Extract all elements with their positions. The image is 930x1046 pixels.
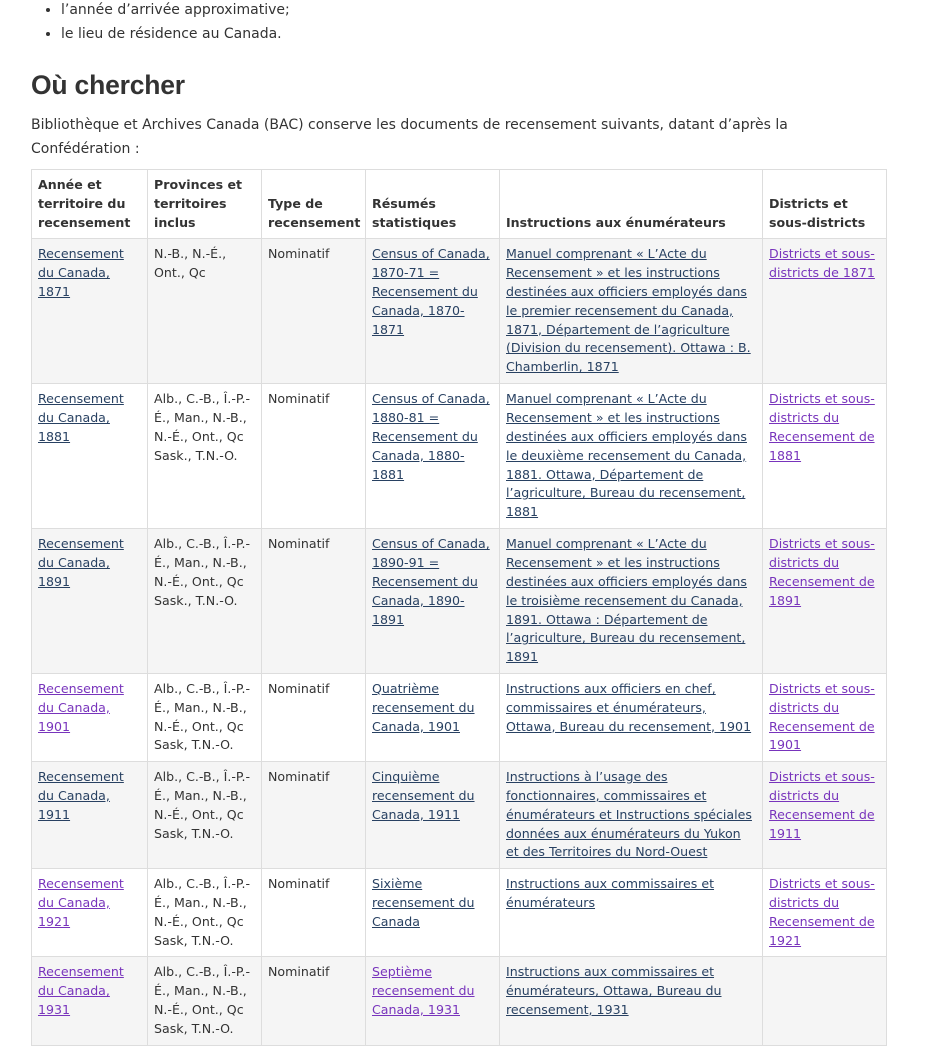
table-row bbox=[32, 529, 887, 674]
census-table bbox=[31, 169, 887, 1046]
census-link[interactable]: Recensement du Canada, 1891 bbox=[38, 536, 124, 589]
instructions-link[interactable]: Manuel comprenant « L’Acte du Recensement » et les instructions destinées aux officiers employés dans le deuxième recensement du Canada, 1881. Ottawa, Département de l’agriculture, Bureau du recensement, 1881 bbox=[506, 391, 747, 520]
type-cell: Nominatif bbox=[268, 964, 330, 980]
header-instructions: Instructions aux énumérateurs bbox=[500, 170, 763, 239]
districts-link[interactable]: Districts et sous-districts de 1871 bbox=[769, 246, 875, 281]
statistics-link[interactable]: Cinquième recensement du Canada, 1911 bbox=[372, 769, 475, 822]
census-link[interactable]: Recensement du Canada, 1901 bbox=[38, 680, 124, 734]
table-header-row bbox=[32, 170, 887, 239]
districts-link[interactable]: Districts et sous-districts du Recensement de 1891 bbox=[769, 536, 875, 608]
table-row bbox=[32, 957, 887, 1045]
statistics-link[interactable]: Quatrième recensement du Canada, 1901 bbox=[372, 680, 475, 734]
list-item: • l’année d’arrivée approximative; bbox=[61, 0, 290, 22]
districts-link[interactable]: Districts et sous-districts du Recensement de 1921 bbox=[769, 876, 875, 948]
statistics-link[interactable]: Census of Canada, 1870-71 = Recensement du Canada, 1870-1871 bbox=[372, 246, 490, 337]
type-cell: Nominatif bbox=[268, 391, 330, 407]
instructions-link[interactable]: Manuel comprenant « L’Acte du Recensement » et les instructions destinées aux officiers employés dans le troisième recensement du Canada, 1891. Ottawa : Département de l’agriculture, Bureau du recensement, 1891 bbox=[506, 536, 747, 665]
provinces-cell: Alb., C.-B., Î.-P.-É., Man., N.-B., N.-É., Ont., Qc Sask, T.N.-O. bbox=[154, 964, 251, 1036]
provinces-cell: Alb., C.-B., Î.-P.-É., Man., N.-B., N.-É., Ont., Qc Sask, T.N.-O. bbox=[154, 769, 251, 841]
section-heading: Où chercher bbox=[31, 70, 185, 100]
census-link[interactable]: Recensement du Canada, 1911 bbox=[38, 769, 124, 822]
statistics-link[interactable]: Census of Canada, 1880-81 = Recensement du Canada, 1880-1881 bbox=[372, 391, 490, 482]
census-link[interactable]: Recensement du Canada, 1871 bbox=[38, 246, 124, 299]
table-row bbox=[32, 239, 887, 384]
table-row bbox=[32, 869, 887, 957]
instructions-link[interactable]: Manuel comprenant « L’Acte du Recensement » et les instructions destinées aux officiers employés dans le premier recensement du Canada, 1871, Département de l’agriculture (Division du recensement). Ottawa : B. Chamberlin, 1871 bbox=[506, 246, 751, 375]
requirements-list bbox=[40, 0, 290, 46]
header-provinces: Provinces et territoires inclus bbox=[148, 170, 262, 239]
type-cell: Nominatif bbox=[268, 536, 330, 552]
instructions-link[interactable]: Instructions à l’usage des fonctionnaires, commissaires et énumérateurs et Instructions spéciales données aux énumérateurs du Yukon et des Territoires du Nord-Ouest bbox=[506, 769, 752, 860]
type-cell: Nominatif bbox=[268, 769, 330, 785]
header-districts: Districts et sous-districts bbox=[763, 170, 887, 239]
provinces-cell: N.-B., N.-É., Ont., Qc bbox=[154, 246, 227, 281]
table-row bbox=[32, 762, 887, 869]
census-link[interactable]: Recensement du Canada, 1881 bbox=[38, 391, 124, 444]
header-census-year: Année et territoire du recensement bbox=[32, 170, 148, 239]
instructions-link[interactable]: Instructions aux commissaires et énumérateurs, Ottawa, Bureau du recensement, 1931 bbox=[506, 964, 722, 1017]
districts-link[interactable]: Districts et sous-districts du Recensement de 1911 bbox=[769, 769, 875, 841]
type-cell: Nominatif bbox=[268, 246, 330, 262]
intro-paragraph: Bibliothèque et Archives Canada (BAC) conserve les documents de recensement suivants, datant d’après la Confédération : bbox=[31, 117, 788, 157]
type-cell: Nominatif bbox=[268, 876, 330, 892]
statistics-link[interactable]: Septième recensement du Canada, 1931 bbox=[372, 964, 475, 1017]
list-item: • le lieu de résidence au Canada. bbox=[61, 22, 290, 46]
statistics-link[interactable]: Sixième recensement du Canada bbox=[372, 876, 475, 929]
provinces-cell: Alb., C.-B., Î.-P.-É., Man., N.-B., N.-É., Ont., Qc Sask., T.N.-O. bbox=[154, 536, 251, 608]
instructions-link[interactable]: Instructions aux commissaires et énumérateurs bbox=[506, 876, 715, 910]
census-link[interactable]: Recensement du Canada, 1921 bbox=[38, 876, 124, 929]
census-link[interactable]: Recensement du Canada, 1931 bbox=[38, 964, 124, 1017]
statistics-link[interactable]: Census of Canada, 1890-91 = Recensement du Canada, 1890-1891 bbox=[372, 536, 490, 627]
instructions-link[interactable]: Instructions aux officiers en chef, commissaires et énumérateurs, Ottawa, Bureau du recensement, 1901 bbox=[506, 680, 752, 734]
table-row bbox=[32, 673, 887, 761]
header-census-type: Type de recensement bbox=[262, 170, 366, 239]
type-cell: Nominatif bbox=[268, 680, 330, 696]
provinces-cell: Alb., C.-B., Î.-P.-É., Man., N.-B., N.-É., Ont., Qc Sask., T.N.-O. bbox=[154, 391, 251, 463]
table-row bbox=[32, 384, 887, 529]
provinces-cell: Alb., C.-B., Î.-P.-É., Man., N.-B., N.-É., Ont., Qc Sask, T.N.-O. bbox=[154, 680, 251, 753]
header-statistics: Résumés statistiques bbox=[366, 170, 500, 239]
districts-link[interactable]: Districts et sous-districts du Recensement de 1881 bbox=[769, 391, 875, 463]
provinces-cell: Alb., C.-B., Î.-P.-É., Man., N.-B., N.-É., Ont., Qc Sask, T.N.-O. bbox=[154, 876, 251, 948]
districts-link[interactable]: Districts et sous-districts du Recensement de 1901 bbox=[769, 680, 875, 753]
